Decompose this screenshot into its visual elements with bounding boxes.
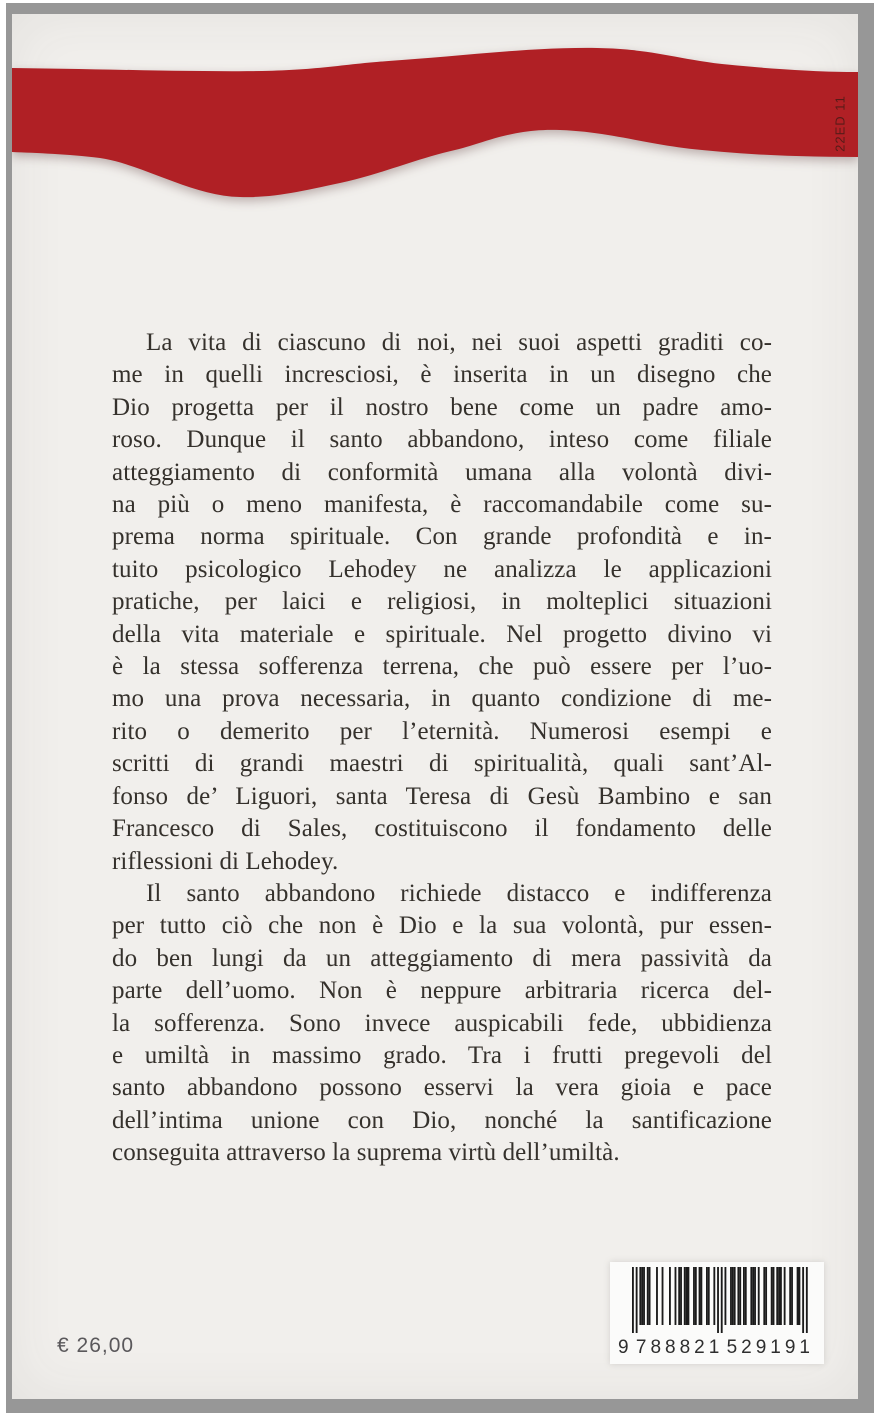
blurb-line: na più o meno manifesta, è raccomandabile come su- <box>112 491 772 519</box>
barcode-digit-group: 788821 <box>635 1337 724 1358</box>
blurb-line: dell’intima unione con Dio, nonché la santificazione <box>112 1106 772 1134</box>
barcode-bars <box>632 1267 808 1337</box>
book-photo-edge <box>6 3 874 1413</box>
blurb-line: pratiche, per laici e religiosi, in molteplici situazioni <box>112 588 772 616</box>
blurb-line: è la stessa sofferenza terrena, che può essere per l’uo- <box>112 653 772 681</box>
blurb-line: atteggiamento di conformità umana alla volontà divi- <box>112 458 772 486</box>
blurb-line: Il santo abbandono richiede distacco e indifferenza <box>146 879 772 907</box>
blurb-line: rito o demerito per l’eternità. Numerosi esempi e <box>112 717 772 745</box>
back-cover-blurb <box>112 327 772 1170</box>
blurb-line: parte dell’uomo. Non è neppure arbitraria ricerca del- <box>112 977 772 1005</box>
price-label: € 26,00 <box>57 1334 135 1357</box>
blurb-line: conseguita attraverso la suprema virtù dell’umiltà. <box>112 1139 620 1167</box>
blurb-line: prema norma spirituale. Con grande profondità e in- <box>112 523 772 551</box>
blurb-line: riflessioni di Lehodey. <box>112 847 339 875</box>
blurb-line: La vita di ciascuno di noi, nei suoi aspetti graditi co- <box>146 329 772 356</box>
blurb-line: e umiltà in massimo grado. Tra i frutti pregevoli del <box>112 1041 772 1069</box>
blurb-line: roso. Dunque il santo abbandono, inteso come filiale <box>112 426 772 454</box>
barcode-digits <box>618 1338 814 1358</box>
blurb-line: santo abbandono possono esservi la vera gioia e pace <box>112 1074 772 1102</box>
blurb-line: Francesco di Sales, costituiscono il fondamento delle <box>112 815 772 843</box>
book-back-cover <box>12 14 858 1399</box>
blurb-line: me in quelli incresciosi, è inserita in un disegno che <box>112 361 772 389</box>
blurb-line: della vita materiale e spirituale. Nel progetto divino vi <box>112 620 772 648</box>
blurb-line: Dio progetta per il nostro bene come un padre amo- <box>112 393 772 421</box>
barcode-digit-group: 529191 <box>726 1337 814 1358</box>
barcode-digit-group: 9 <box>618 1337 633 1358</box>
edition-code: 22ED 11 <box>832 95 848 152</box>
red-wave-band <box>12 14 858 234</box>
blurb-line: tuito psicologico Lehodey ne analizza le applicazioni <box>112 555 772 583</box>
blurb-line: scritti di grandi maestri di spiritualità, quali sant’Al- <box>112 750 772 778</box>
blurb-line: fonso de’ Liguori, santa Teresa di Gesù Bambino e san <box>112 782 772 810</box>
blurb-line: mo una prova necessaria, in quanto condizione di me- <box>112 685 772 713</box>
blurb-line: do ben lungi da un atteggiamento di mera passività da <box>112 944 772 972</box>
barcode <box>610 1262 824 1364</box>
blurb-line: la sofferenza. Sono invece auspicabili fede, ubbidienza <box>112 1009 772 1037</box>
blurb-line: per tutto ciò che non è Dio e la sua volontà, pur essen- <box>112 912 772 940</box>
